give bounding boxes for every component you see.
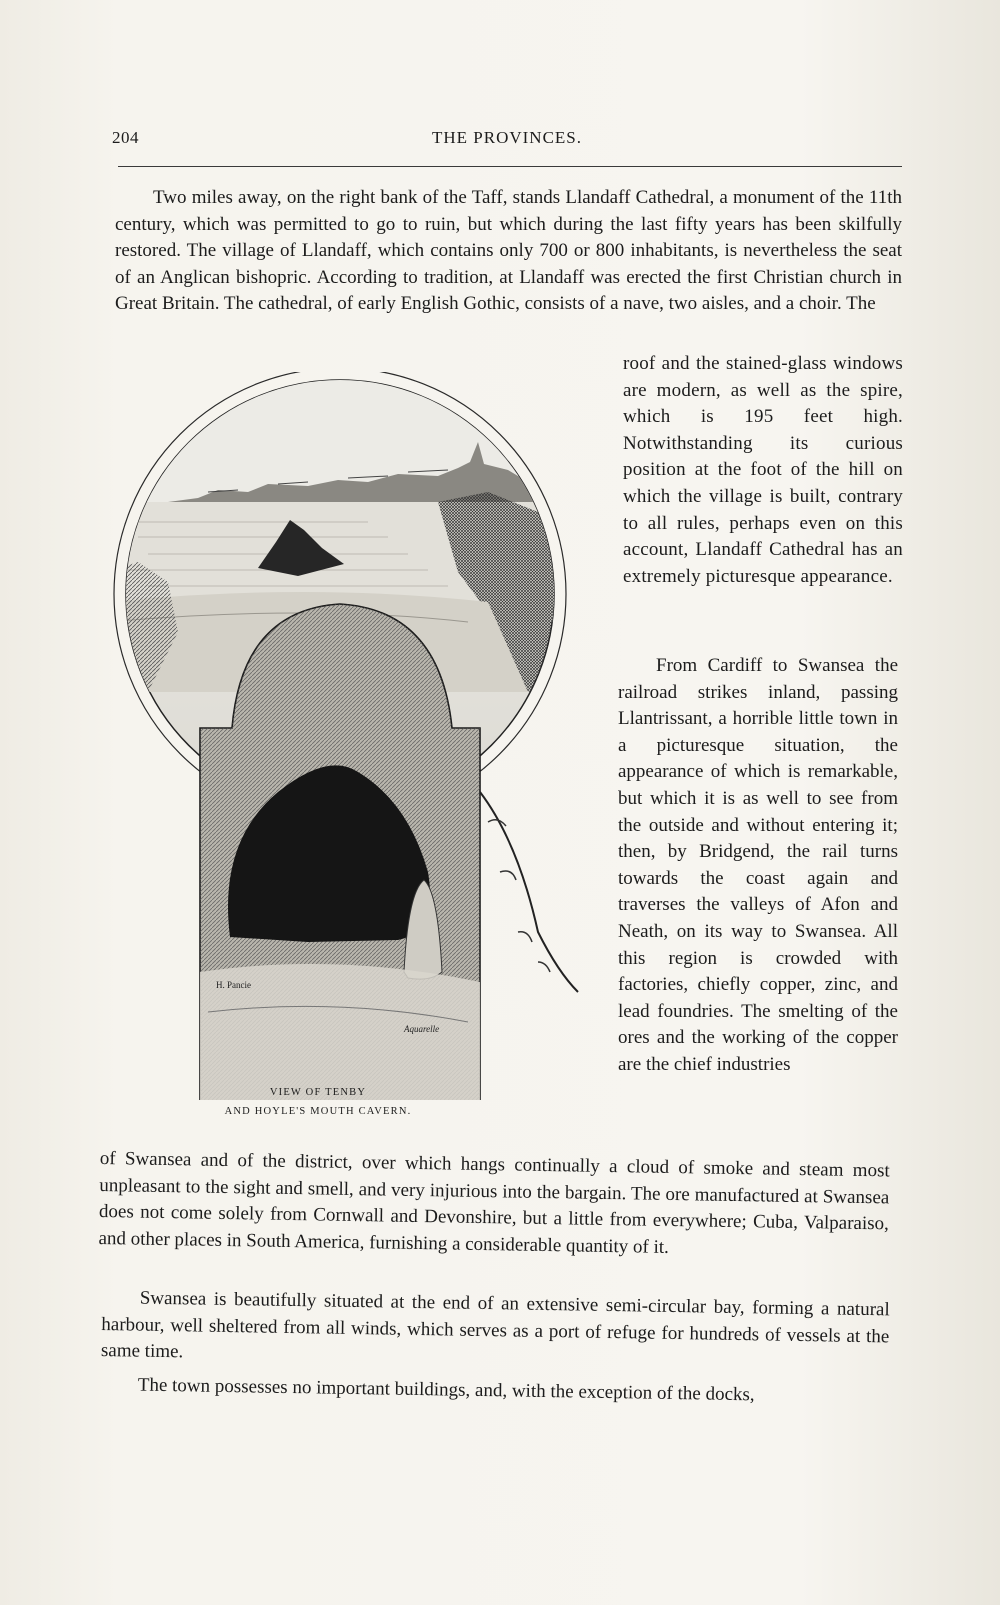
paragraph-swansea-industries: of Swansea and of the district, over which hangs continually a cloud of smoke and steam most unpleasant to the sight and smell, and very injurious into the bargain. The ore manufactured at Swansea does not come solely from Cornwall and Devonshire, but a little from everywhere; Cuba, Valparaiso, and other places in South America, furnishing a considerable quantity of it. <box>98 1147 890 1258</box>
trailing-vine <box>480 792 578 992</box>
page-header <box>112 128 902 158</box>
artist-signature: Aquarelle <box>404 1024 440 1034</box>
caption-line-2: AND HOYLE'S MOUTH CAVERN. <box>224 1106 412 1117</box>
page-number: 204 <box>112 128 139 147</box>
paragraph-llandaff: Two miles away, on the right bank of the Taff, stands Llandaff Cathedral, a monument of the 11th century, which was permitted to go to ruin, but which during the last fifty years has been skilfully restored. The village of Llandaff, which contains only 700 or 800 inhabitants, is nevertheless the seat of an Anglican bishopric. According to tradition, at Llandaff was erected the first Christian church in Great Britain. The cathedral, of early English Gothic, consists of a nave, two aisles, and a choir. The <box>115 187 902 315</box>
running-title: THE PROVINCES. <box>431 128 582 147</box>
header-rule <box>118 166 902 167</box>
engraving-illustration <box>108 372 608 1102</box>
caption-line-1: VIEW OF TENBY <box>269 1087 367 1098</box>
paragraph-llandaff-continued: roof and the stained-glass windows are modern, as well as the spire, which is 195 feet high. Notwithstanding its curious position at the foot of the hill on which the village is built, contrary to all rules, perhaps even on this account, Llandaff Cathedral has an extremely picturesque appearance. <box>623 353 903 587</box>
engraving-artwork <box>108 372 608 1102</box>
engraver-signature: H. Pancie <box>216 980 251 990</box>
paragraph-swansea-bay: Swansea is beautifully situated at the end of an extensive semi-circular bay, forming a natural harbour, well sheltered from all winds, which serves as a port of refuge for hundreds of vessels at the same time. <box>100 1287 890 1363</box>
paragraph-cardiff-to-swansea: From Cardiff to Swansea the railroad strikes inland, passing Llantrissant, a horrible little town in a picturesque situation, the appearance of which is remarkable, but which it is as well to see from the outside and without entering it; then, by Bridgend, the rail turns towards the coast again and traverses the valleys of Afon and Neath, on its way to Swansea. All this region is crowded with factories, chiefly copper, zinc, and lead foundries. The smelting of the ores and the working of the copper are the chief industries <box>618 655 898 1075</box>
figure-caption <box>108 1083 528 1121</box>
paragraph-town-buildings: The town possesses no important buildings, and, with the exception of the docks, <box>137 1374 755 1406</box>
